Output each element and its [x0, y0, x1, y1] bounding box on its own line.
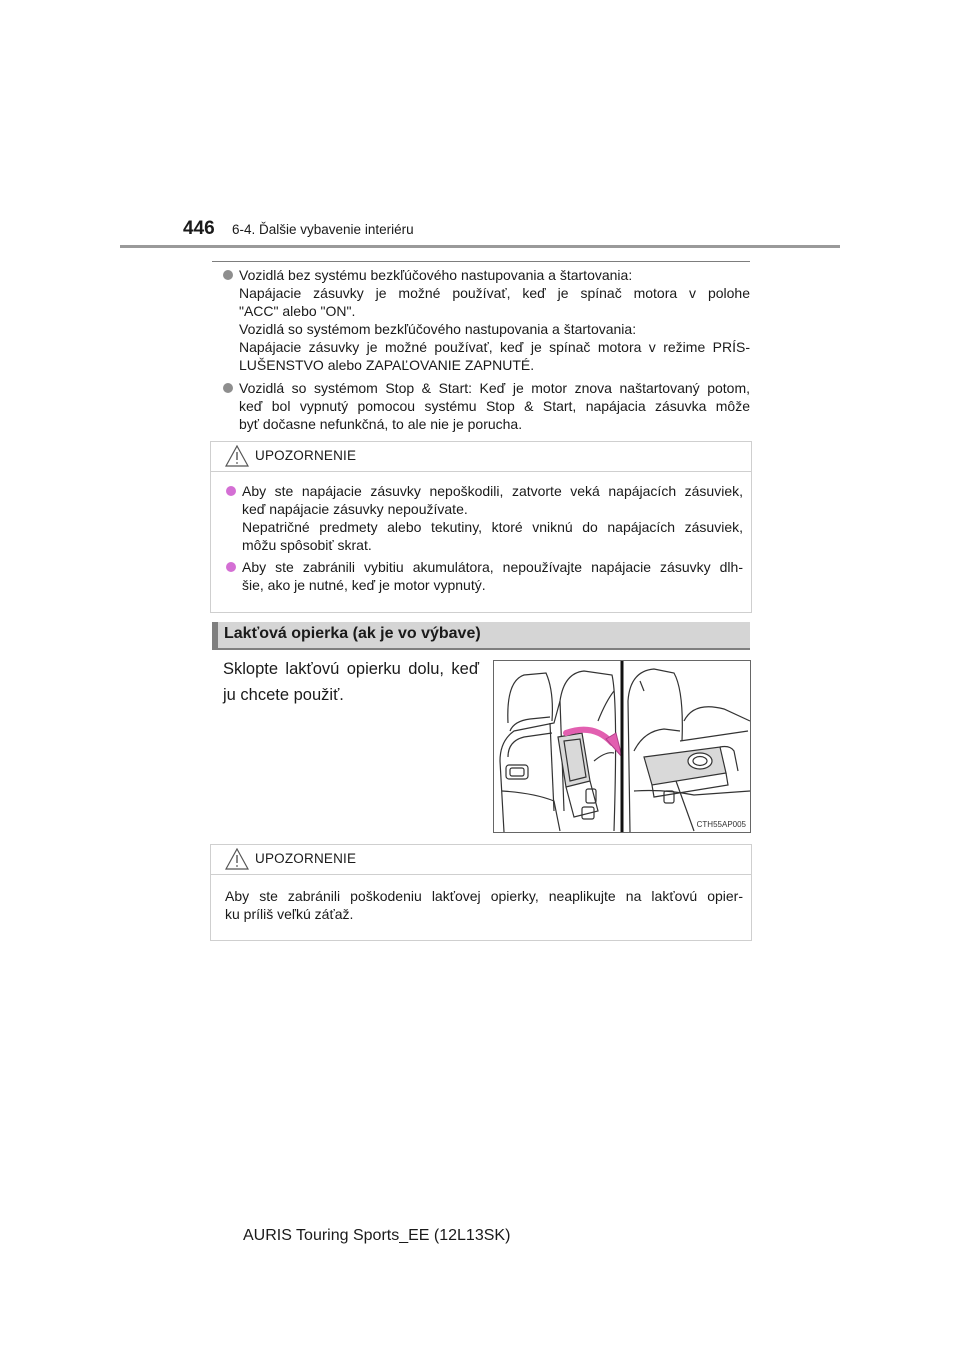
- note-line: Napájacie zásuvky je možné používať, keď je spínač motora v polohe: [239, 285, 750, 301]
- armrest-heading: Lakťová opierka (ak je vo výbave): [224, 625, 481, 642]
- caution-title: UPOZORNENIE: [255, 851, 357, 866]
- note-line: "ACC" alebo "ON".: [239, 303, 356, 319]
- caution-header: [211, 845, 751, 875]
- instruction-line: Sklopte lakťovú opierku dolu, keď: [223, 660, 479, 678]
- caution-line: Aby ste zabránili vybitiu akumulátora, nepoužívajte napájacie zásuvky dlh-: [242, 559, 743, 575]
- caution-header: [211, 442, 751, 472]
- caution-body: [211, 472, 751, 608]
- heading-rule: [212, 648, 750, 650]
- caution-title: UPOZORNENIE: [255, 448, 357, 463]
- caution-line: keď napájacie zásuvky nepoužívate.: [242, 501, 468, 517]
- footer-model: AURIS Touring Sports_EE (12L13SK): [243, 1227, 511, 1244]
- caution-line: ku príliš veľkú záťaž.: [225, 906, 354, 922]
- figure-code: CTH55AP005: [696, 820, 746, 829]
- header-rule: [120, 245, 840, 248]
- note-line: Vozidlá so systémom bezkľúčového nastupovania a štartovania:: [239, 321, 637, 337]
- caution-line: Aby ste napájacie zásuvky nepoškodili, zatvorte veká napájacích zásuviek,: [242, 483, 743, 499]
- note-line: Vozidlá so systémom Stop & Start: Keď je motor znova naštartovaný potom,: [239, 380, 750, 396]
- caution-line: môžu spôsobiť skrat.: [242, 537, 372, 553]
- heading-bar: [212, 622, 218, 648]
- armrest-illustration: [494, 661, 750, 832]
- section-rule: [212, 261, 750, 262]
- caution-line: šie, ako je nutné, keď je motor vypnutý.: [242, 577, 486, 593]
- note-line: byť dočasne nefunkčná, to ale nie je porucha.: [239, 416, 523, 432]
- notes-list: [222, 266, 750, 433]
- caution-box-armrest: [210, 844, 752, 941]
- caution-line: Aby ste zabránili poškodeniu lakťovej opierky, neaplikujte na lakťovú opier-: [225, 888, 743, 904]
- note-line: keď bol vypnutý pomocou systému Stop & Start, napájacia zásuvka môže: [239, 398, 750, 414]
- note-item: [222, 379, 750, 433]
- note-line: Napájacie zásuvky je možné používať, keď je spínač motora v režime PRÍS-: [239, 339, 750, 355]
- caution-item: [225, 482, 743, 554]
- armrest-instruction: [223, 656, 479, 708]
- warning-triangle-icon: [225, 848, 249, 870]
- note-line: LUŠENSTVO alebo ZAPAĽOVANIE ZAPNUTÉ.: [239, 357, 535, 373]
- instruction-line: ju chcete použiť.: [223, 686, 344, 704]
- warning-triangle-icon: [225, 445, 249, 467]
- caution-item: [225, 558, 743, 594]
- caution-box: [210, 441, 752, 613]
- caution-line: Nepatričné predmety alebo tekutiny, ktoré vniknú do napájacích zásuviek,: [242, 519, 743, 535]
- armrest-heading-band: [212, 622, 750, 648]
- note-line: Vozidlá bez systému bezkľúčového nastupovania a štartovania:: [239, 267, 633, 283]
- section-title: 6-4. Ďalšie vybavenie interiéru: [232, 222, 414, 237]
- note-item: [222, 266, 750, 374]
- page-number: 446: [183, 218, 215, 239]
- caution-body: [211, 875, 751, 933]
- armrest-figure: [493, 660, 751, 833]
